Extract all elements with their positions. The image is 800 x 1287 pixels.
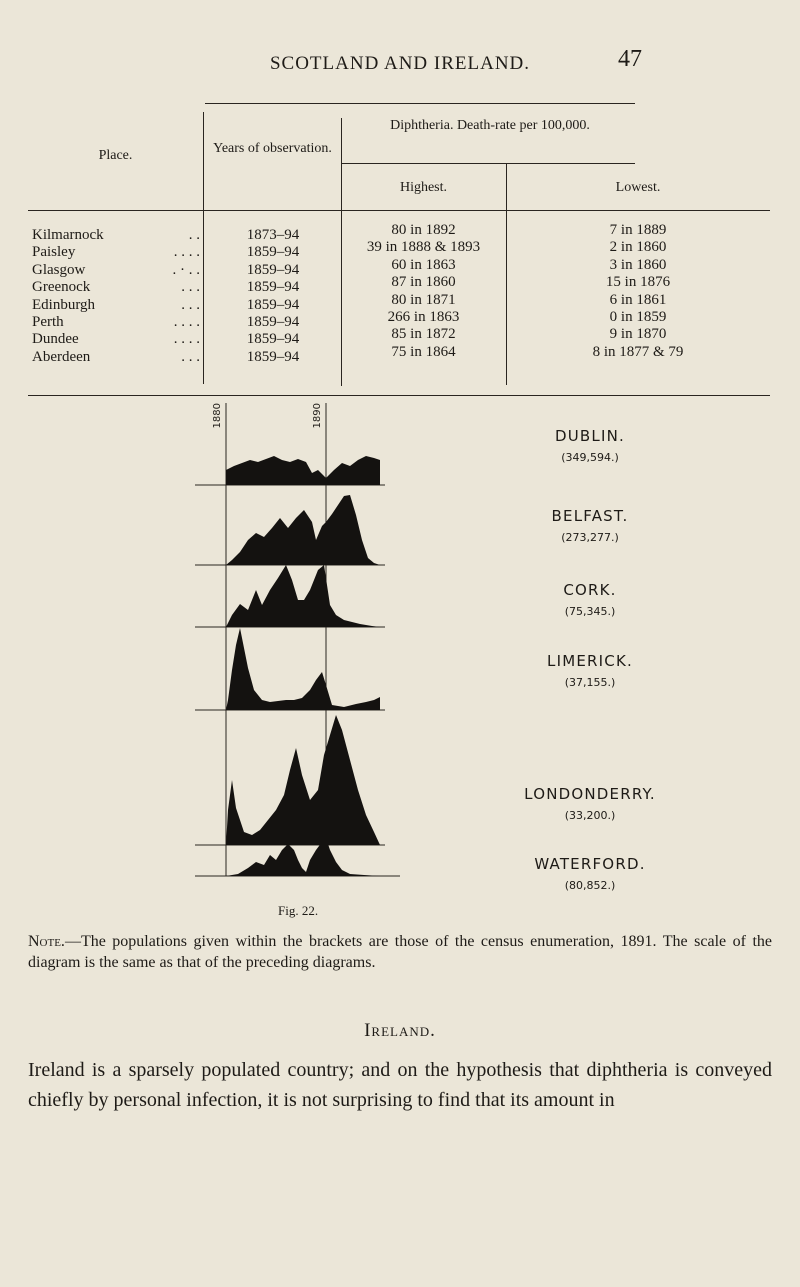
highest-cell: 80 in 1871 — [391, 291, 456, 308]
lowest-cell: 0 in 1859 — [609, 309, 667, 326]
leader-dots: . · . . — [172, 261, 200, 278]
years-cell: 1859–94 — [246, 314, 300, 331]
highest-cell: 39 in 1888 & 1893 — [366, 239, 481, 256]
col-header-years: Years of observation. — [213, 141, 332, 156]
city-population: (349,594.) — [561, 451, 619, 464]
dublin-silhouette — [226, 456, 380, 485]
city-name: WATERFORD. — [534, 855, 646, 873]
years-cell: 1873–94 — [246, 227, 300, 243]
city-name: DUBLIN. — [555, 427, 625, 445]
city-label-cork — [470, 581, 710, 618]
city-population: (37,155.) — [564, 676, 616, 689]
highest-cell: 60 in 1863 — [391, 256, 456, 273]
section-heading: Ireland. — [364, 1020, 436, 1041]
place-name: Aberdeen — [32, 348, 91, 365]
belfast-silhouette — [226, 495, 380, 565]
lowest-cell: 2 in 1860 — [609, 239, 667, 256]
year-label-1890: 1890 — [312, 403, 323, 429]
city-population: (273,277.) — [561, 531, 619, 544]
city-name: LONDONDERRY. — [524, 785, 656, 803]
place-name: Dundee — [32, 331, 79, 348]
city-population: (33,200.) — [564, 809, 616, 822]
note-label: Note. — [28, 933, 65, 950]
year-label-1880: 1880 — [212, 403, 223, 429]
lowest-cell: 7 in 1889 — [609, 222, 667, 238]
city-population: (75,345.) — [564, 605, 616, 618]
years-cell: 1859–94 — [246, 331, 300, 348]
lowest-cell: 15 in 1876 — [605, 274, 671, 291]
city-name: CORK. — [563, 581, 617, 599]
limerick-silhouette — [226, 628, 380, 710]
leader-dots: . . . . — [173, 314, 200, 331]
city-name: LIMERICK. — [547, 652, 633, 670]
highest-cell: 85 in 1872 — [391, 326, 456, 343]
city-population: (80,852.) — [564, 879, 616, 892]
leader-dots: . . . — [181, 279, 200, 296]
lowest-cell: 9 in 1870 — [609, 326, 667, 343]
city-label-waterford — [470, 855, 710, 892]
lowest-cell: 6 in 1861 — [609, 291, 667, 308]
leader-dots: . . . — [181, 348, 200, 365]
highest-cell: 87 in 1860 — [391, 274, 456, 291]
leader-dots: . . . . — [173, 244, 200, 261]
years-cell: 1859–94 — [246, 348, 300, 365]
londonderry-silhouette — [226, 715, 380, 845]
lowest-cell: 3 in 1860 — [609, 256, 667, 273]
page-number: 47 — [618, 46, 642, 72]
figure-caption: Fig. 22. — [278, 903, 319, 918]
years-cell: 1859–94 — [246, 279, 300, 296]
col-header-lowest: Lowest. — [615, 180, 661, 195]
figure-note — [28, 931, 772, 973]
city-label-dublin — [470, 427, 710, 464]
highest-cell: 80 in 1892 — [391, 222, 456, 238]
place-name: Glasgow — [32, 261, 86, 278]
place-name: Perth — [32, 314, 64, 331]
leader-dots: . . . . — [173, 331, 200, 348]
years-cell: 1859–94 — [246, 296, 300, 313]
city-label-limerick — [470, 652, 710, 689]
col-header-place: Place. — [98, 148, 133, 163]
note-text: —The populations given within the brackets are those of the census enumeration, 1891. The scale of the diagram is the same as that of the preceding diagrams. — [28, 933, 772, 971]
leader-dots: . . . — [181, 296, 200, 313]
leader-dots: . . — [188, 227, 200, 243]
section-body: Ireland is a sparsely populated country; and on the hypothesis that diphtheria is conveyed chiefly by personal infection, it is not surprising to find that its amount in — [28, 1059, 772, 1111]
city-name: BELFAST. — [551, 507, 629, 525]
cork-silhouette — [226, 565, 380, 627]
highest-cell: 75 in 1864 — [391, 343, 456, 360]
city-label-belfast — [470, 507, 710, 544]
highest-cell: 266 in 1863 — [387, 309, 460, 326]
header-title: SCOTLAND AND IRELAND. — [269, 53, 531, 74]
place-name: Paisley — [32, 244, 76, 261]
place-name: Edinburgh — [32, 296, 96, 313]
place-name: Greenock — [32, 279, 91, 296]
col-header-diphtheria: Diphtheria. Death-rate per 100,000. — [390, 118, 590, 133]
years-cell: 1859–94 — [246, 244, 300, 261]
lowest-cell: 8 in 1877 & 79 — [592, 343, 684, 360]
city-label-londonderry — [470, 785, 710, 822]
col-header-highest: Highest. — [399, 180, 448, 195]
place-name: Kilmarnock — [32, 227, 104, 243]
years-cell: 1859–94 — [246, 261, 300, 278]
